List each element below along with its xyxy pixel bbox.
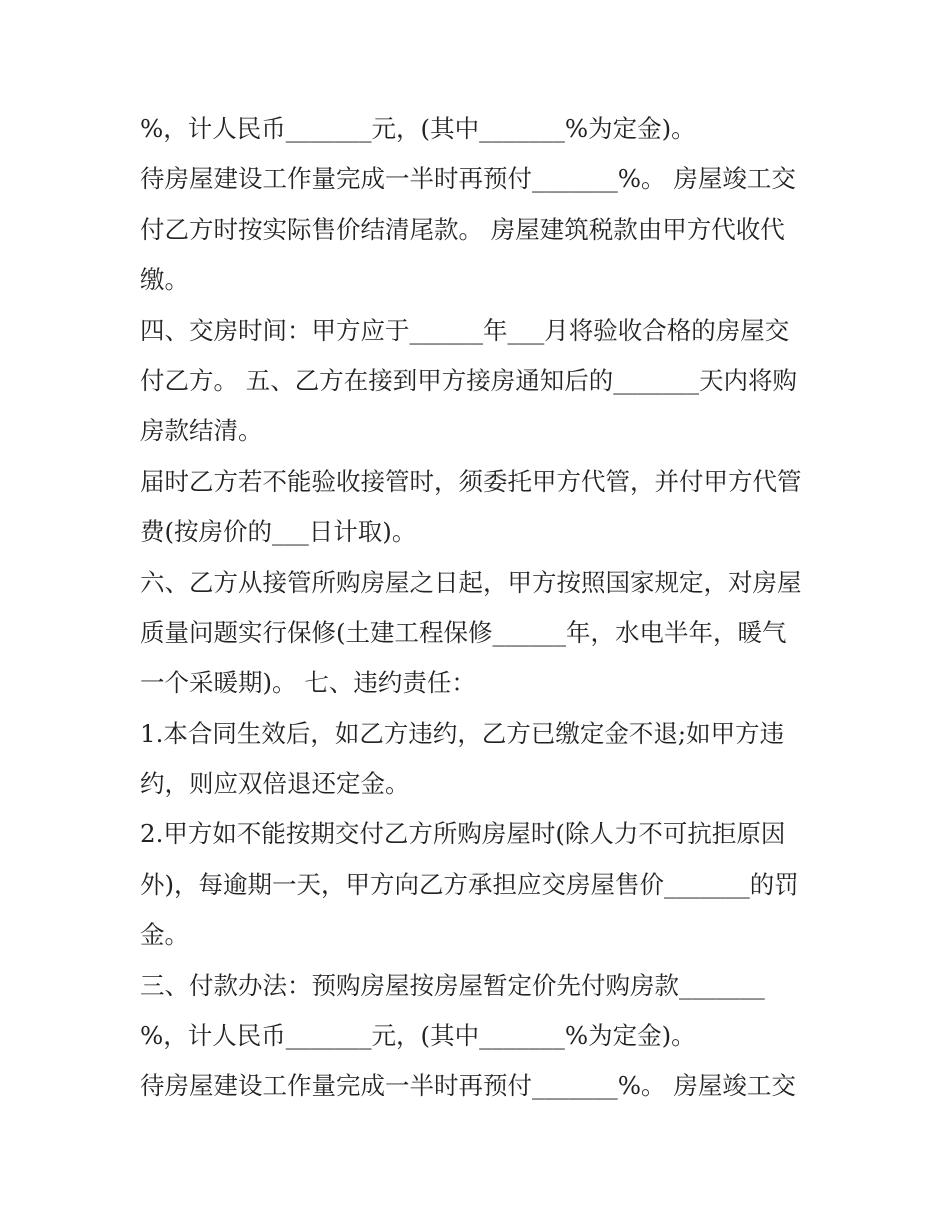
text-line: 约，则应双倍退还定金。 <box>140 769 410 799</box>
text-line: %，计人民币_______元，(其中_______%为定金)。 <box>140 114 696 143</box>
text-line: 待房屋建设工作量完成一半时再预付_______%。 房屋竣工交 <box>140 164 796 194</box>
text-line: 费(按房价的___日计取)。 <box>140 517 417 547</box>
text-line: %，计人民币_______元，(其中_______%为定金)。 <box>140 1021 696 1051</box>
text-line: 届时乙方若不能验收接管时，须委托甲方代管，并付甲方代管 <box>140 466 802 496</box>
text-line: 1.本合同生效后，如乙方违约，乙方已缴定金不退;如甲方违 <box>140 718 785 748</box>
text-line: 六、乙方从接管所购房屋之日起，甲方按照国家规定，对房屋 <box>140 567 802 597</box>
text-line: 付乙方时按实际售价结清尾款。 房屋建筑税款由甲方代收代 <box>140 214 785 244</box>
text-line: 付乙方。 五、乙方在接到甲方接房通知后的_______天内将购 <box>140 365 798 395</box>
text-line: 三、付款办法：预购房屋按房屋暂定价先付购房款_______ <box>140 970 765 1000</box>
text-line: 质量问题实行保修(土建工程保修______年，水电半年，暖气 <box>140 617 787 647</box>
text-line: 房款结清。 <box>140 416 263 446</box>
text-line: 金。 <box>140 920 189 950</box>
text-line: 缴。 <box>140 265 189 295</box>
text-line: 外)，每逾期一天，甲方向乙方承担应交房屋售价_______的罚 <box>140 869 799 899</box>
document-body <box>140 104 820 1112</box>
text-line: 一个采暖期)。 七、违约责任： <box>140 668 476 698</box>
text-line: 2.甲方如不能按期交付乙方所购房屋时(除人力不可抗拒原因 <box>140 819 786 849</box>
text-line: 待房屋建设工作量完成一半时再预付_______%。 房屋竣工交 <box>140 1071 796 1101</box>
text-line: 四、交房时间：甲方应于______年___月将验收合格的房屋交 <box>140 315 790 345</box>
